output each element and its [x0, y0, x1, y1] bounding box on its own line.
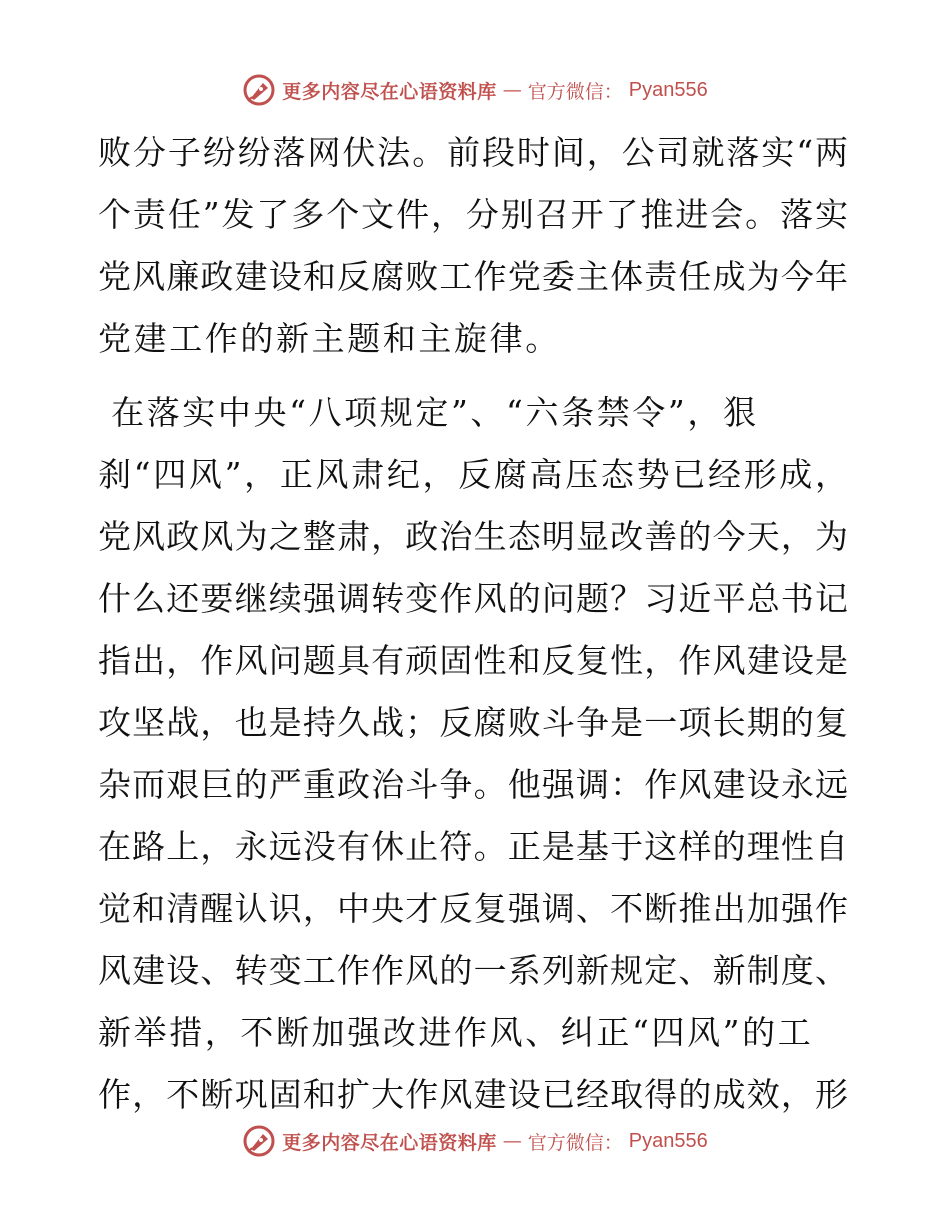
text-line: 风建设、转变工作作风的一系列新规定、新制度、	[98, 951, 848, 990]
watermark-wechat-id: Pyan556	[628, 78, 708, 101]
text-line: 指出，作风问题具有顽固性和反复性，作风建设是	[98, 641, 848, 680]
watermark-separator: —	[502, 79, 522, 101]
watermark-suffix-text: 官方微信：	[527, 1131, 623, 1154]
pen-nib-circle-icon	[242, 73, 276, 107]
text-line: 觉和清醒认识，中央才反复强调、不断推出加强作	[98, 889, 848, 928]
header-watermark	[0, 72, 950, 108]
watermark-main-text: 更多内容尽在心语资料库	[282, 80, 497, 103]
watermark-wechat-id: Pyan556	[628, 1129, 708, 1152]
watermark-suffix-text: 官方微信：	[527, 80, 623, 103]
paragraph-spacer	[98, 370, 848, 382]
text-line: 杂而艰巨的严重政治斗争。他强调：作风建设永远	[98, 765, 848, 804]
text-line: 在路上，永远没有休止符。正是基于这样的理性自	[98, 827, 848, 866]
text-line: 败分子纷纷落网伏法。前段时间，公司就落实“两	[98, 133, 848, 172]
text-line: 党建工作的新主题和主旋律。	[98, 319, 561, 358]
paragraph-1	[98, 122, 848, 370]
document-body	[98, 122, 848, 1126]
text-line: 刹“四风”，正风肃纪，反腐高压态势已经形成，	[98, 455, 848, 494]
pen-nib-circle-icon	[242, 1124, 276, 1158]
text-line: 新举措，不断加强改进作风、纠正“四风”的工	[98, 1013, 814, 1052]
paragraph-2	[98, 382, 848, 1126]
text-line: 攻坚战，也是持久战；反腐败斗争是一项长期的复	[98, 703, 848, 742]
text-line: 党风政风为之整肃，政治生态明显改善的今天，为	[98, 517, 848, 556]
watermark-separator: —	[502, 1130, 522, 1152]
text-line: 党风廉政建设和反腐败工作党委主体责任成为今年	[98, 257, 848, 296]
watermark-main-text: 更多内容尽在心语资料库	[282, 1131, 497, 1154]
text-line: 个责任”发了多个文件，分别召开了推进会。落实	[98, 195, 848, 234]
text-line: 在落实中央“八项规定”、“六条禁令”，狠	[98, 393, 759, 432]
text-line: 作，不断巩固和扩大作风建设已经取得的成效，形	[98, 1075, 848, 1114]
footer-watermark	[0, 1123, 950, 1159]
text-line: 什么还要继续强调转变作风的问题？习近平总书记	[98, 579, 848, 618]
